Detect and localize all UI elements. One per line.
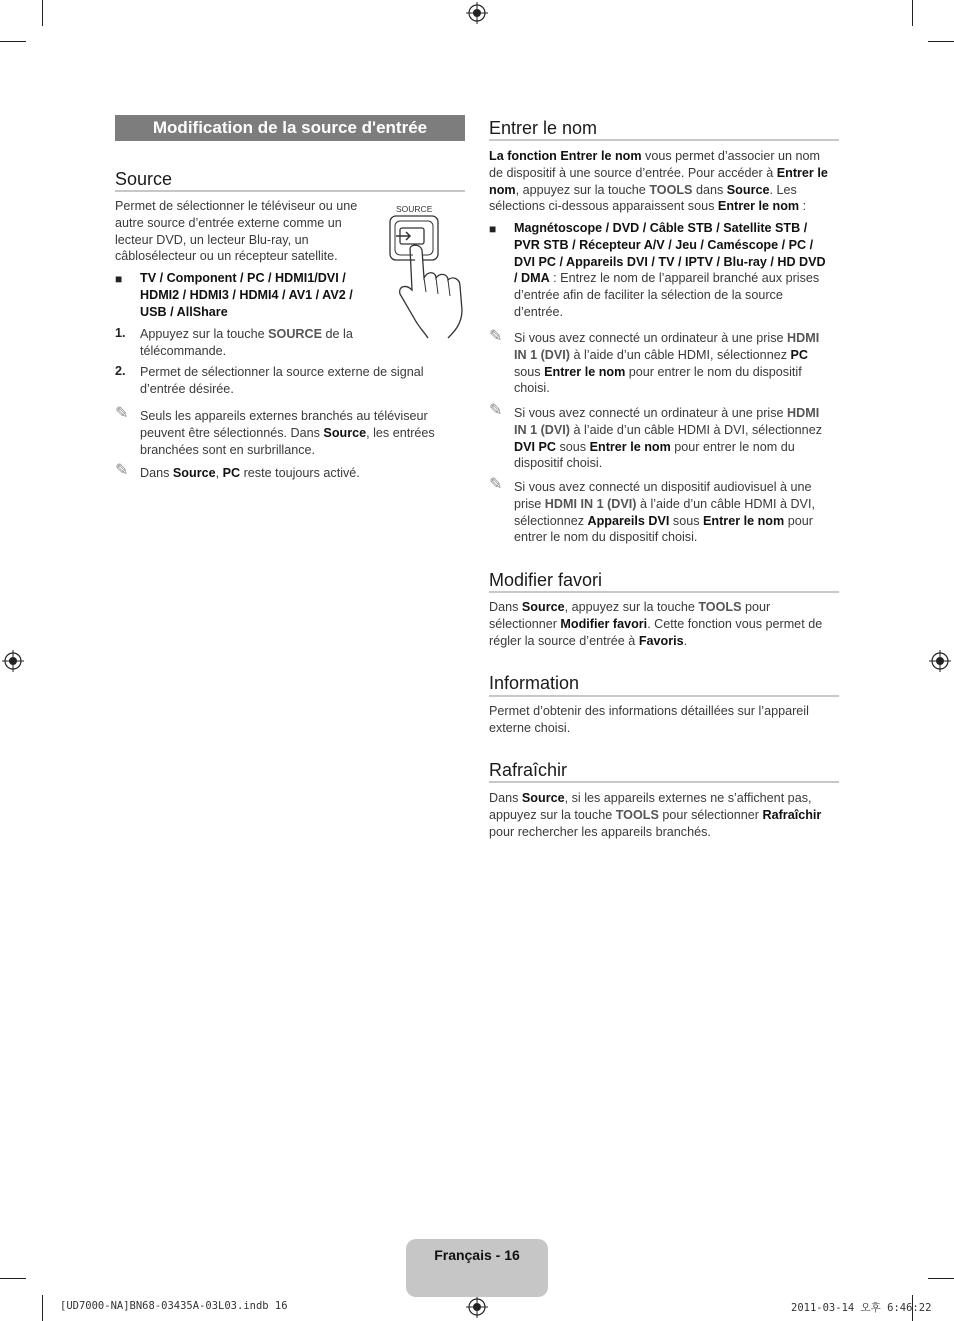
- note-pencil-icon: ✎: [489, 328, 503, 345]
- heading-rule: [489, 695, 839, 697]
- note-2: Dans Source, PC reste toujours activé.: [140, 466, 360, 480]
- modifier-favori-heading: Modifier favori: [489, 570, 603, 590]
- heading-rule: [489, 139, 839, 141]
- entrer-le-nom-heading: Entrer le nom: [489, 118, 598, 138]
- device-list: Magnétoscope / DVD / Câble STB / Satellite STB / PVR STB / Récepteur A/V / Jeu / Caméscope / PC / DVI PC / Appareils DVI / TV / IPTV / Blu-ray / HD DVD / DMA : Entrez le nom de l’appareil branché aux prises d’entrée afin de faciliter la sélection de la source d’entrée.: [514, 221, 826, 319]
- note-pc: Si vous avez connecté un ordinateur à une prise HDMI IN 1 (DVI) à l’aide d’un câble HDMI, sélectionnez PC sous Entrer le nom pour entrer le nom du dispositif choisi.: [514, 331, 820, 396]
- source-options: TV / Component / PC / HDMI1/DVI / HDMI2 / HDMI3 / HDMI4 / AV1 / AV2 / USB / AllShare: [140, 271, 353, 319]
- heading-rule: [489, 591, 839, 593]
- registration-mark-icon: [466, 1296, 488, 1318]
- note-dvi-pc: Si vous avez connecté un ordinateur à une prise HDMI IN 1 (DVI) à l’aide d’un câble HDMI à DVI, sélectionnez DVI PC sous Entrer le nom pour entrer le nom du dispositif choisi.: [514, 406, 822, 471]
- print-file-info: [UD7000-NA]BN68-03435A-03L03.indb 16: [60, 1300, 288, 1312]
- page-number-tab: [406, 1239, 548, 1297]
- step-1: Appuyez sur la touche SOURCE de la télécommande.: [140, 327, 353, 358]
- note-pencil-icon: ✎: [115, 462, 129, 479]
- information-text: Permet d’obtenir des informations détaillées sur l’appareil externe choisi.: [489, 704, 809, 735]
- crop-mark: [928, 1278, 954, 1279]
- remote-source-label: SOURCE: [396, 204, 433, 214]
- step-number: 2.: [115, 364, 126, 378]
- remote-hand-icon: [384, 214, 470, 340]
- source-heading: Source: [115, 169, 173, 189]
- note-pencil-icon: ✎: [115, 405, 129, 422]
- rafraichir-text: Dans Source, si les appareils externes ne s’affichent pas, appuyez sur la touche TOOLS pour sélectionner Rafraîchir pour rechercher les appareils branchés.: [489, 791, 822, 839]
- heading-rule: [115, 190, 465, 192]
- square-bullet-icon: ■: [115, 272, 123, 286]
- note-pencil-icon: ✎: [489, 476, 503, 493]
- square-bullet-icon: ■: [489, 222, 497, 236]
- note-pencil-icon: ✎: [489, 402, 503, 419]
- heading-rule: [489, 781, 839, 783]
- registration-mark-icon: [2, 650, 24, 672]
- crop-mark: [912, 0, 913, 26]
- note-1: Seuls les appareils externes branchés au téléviseur peuvent être sélectionnés. Dans Source, les entrées branchées sont en surbrillance.: [140, 409, 435, 457]
- entrer-le-nom-text: La fonction Entrer le nom vous permet d’associer un nom de dispositif à une source d’entrée. Pour accéder à Entrer le nom, appuyez sur la touche TOOLS dans Source. Les sélections ci-dessous apparaissent sous Entrer le nom :: [489, 149, 828, 214]
- information-heading: Information: [489, 673, 580, 693]
- step-2: Permet de sélectionner la source externe de signal d’entrée désirée.: [140, 365, 424, 396]
- step-number: 1.: [115, 326, 126, 340]
- modifier-favori-text: Dans Source, appuyez sur la touche TOOLS pour sélectionner Modifier favori. Cette fonction vous permet de régler la source d’entrée à Favoris.: [489, 600, 823, 648]
- page-number: Français - 16: [434, 1247, 520, 1263]
- note-av-device: Si vous avez connecté un dispositif audiovisuel à une prise HDMI IN 1 (DVI) à l’aide d’un câble HDMI à DVI, sélectionnez Appareils DVI sous Entrer le nom pour entrer le nom du dispositif choisi.: [514, 480, 815, 545]
- crop-mark: [0, 41, 26, 42]
- rafraichir-heading: Rafraîchir: [489, 760, 568, 780]
- section-banner: Modification de la source d'entrée: [115, 115, 465, 141]
- crop-mark: [42, 0, 43, 26]
- registration-mark-icon: [929, 650, 951, 672]
- registration-mark-icon: [466, 2, 488, 24]
- crop-mark: [928, 41, 954, 42]
- source-intro: Permet de sélectionner le téléviseur ou une autre source d’entrée externe comme un lecteur DVD, un lecteur Blu-ray, un câblosélecteur ou un récepteur satellite.: [115, 199, 358, 264]
- crop-mark: [0, 1278, 26, 1279]
- print-date-info: 2011-03-14 오후 6:46:22: [791, 1302, 932, 1314]
- crop-mark: [42, 1295, 43, 1321]
